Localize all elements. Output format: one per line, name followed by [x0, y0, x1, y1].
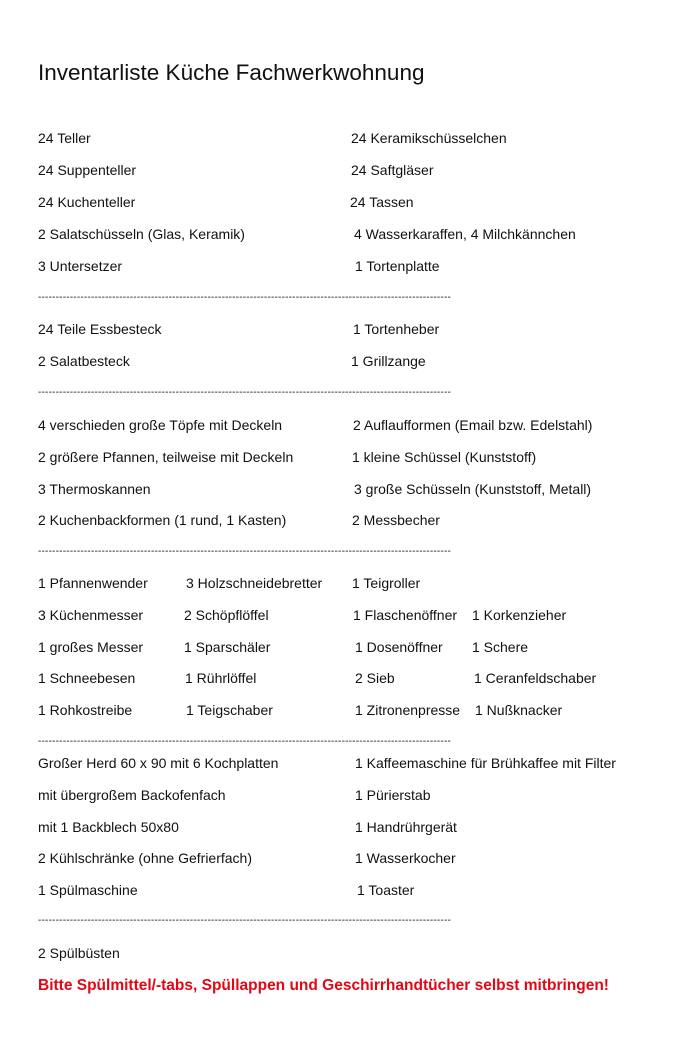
list-item: 1 Teigschaber	[186, 702, 273, 718]
list-item: 1 Sparschäler	[184, 639, 271, 655]
list-item: 1 Wasserkocher	[355, 850, 456, 866]
list-item: mit übergroßem Backofenfach	[38, 787, 226, 803]
section-divider: ---------------------------------------------------------------------------------------------------------------------	[38, 387, 452, 398]
list-item: 24 Teile Essbesteck	[38, 321, 162, 337]
list-item: 1 großes Messer	[38, 639, 144, 655]
list-item: 1 Schere	[472, 639, 529, 655]
list-item: 1 Spülmaschine	[38, 882, 138, 898]
list-item: 2 Auflaufformen (Email bzw. Edelstahl)	[353, 417, 593, 433]
list-item: 3 große Schüsseln (Kunststoff, Metall)	[354, 481, 592, 497]
list-item: 3 Untersetzer	[38, 258, 123, 274]
list-item: 1 Zitronenpresse	[355, 702, 461, 718]
list-item: 1 Schneebesen	[38, 670, 136, 686]
page-title: Inventarliste Küche Fachwerkwohnung	[38, 60, 425, 85]
list-item: 24 Teller	[38, 130, 91, 146]
list-item: 24 Kuchenteller	[38, 194, 136, 210]
list-item: 24 Saftgläser	[351, 162, 434, 178]
list-item: 1 kleine Schüssel (Kunststoff)	[352, 449, 537, 465]
list-item: 2 Kühlschränke (ohne Gefrierfach)	[38, 850, 252, 866]
section-divider: ---------------------------------------------------------------------------------------------------------------------	[38, 292, 452, 303]
list-item: 2 Spülbüsten	[38, 945, 120, 961]
section-divider: ---------------------------------------------------------------------------------------------------------------------	[38, 915, 452, 926]
list-item: 1 Kaffeemaschine für Brühkaffee mit Filter	[355, 755, 616, 771]
list-item: 1 Toaster	[357, 882, 415, 898]
list-item: 1 Korkenzieher	[472, 607, 567, 623]
section-divider: ---------------------------------------------------------------------------------------------------------------------	[38, 546, 452, 557]
list-item: 4 verschieden große Töpfe mit Deckeln	[38, 417, 283, 433]
list-item: 2 Messbecher	[352, 512, 440, 528]
list-item: 1 Ceranfeldschaber	[474, 670, 597, 686]
reminder-note: Bitte Spülmittel/-tabs, Spüllappen und Geschirrhandtücher selbst mitbringen!	[38, 977, 609, 994]
list-item: 3 Küchenmesser	[38, 607, 144, 623]
list-item: 2 Kuchenbackformen (1 rund, 1 Kasten)	[38, 512, 287, 528]
list-item: 1 Rührlöffel	[185, 670, 257, 686]
list-item: 24 Tassen	[350, 194, 414, 210]
list-item: 1 Nußknacker	[475, 702, 563, 718]
list-item: 2 Salatbesteck	[38, 353, 130, 369]
list-item: 1 Tortenplatte	[355, 258, 440, 274]
list-item: 3 Thermoskannen	[38, 481, 151, 497]
list-item: 2 Sieb	[355, 670, 395, 686]
list-item: 2 größere Pfannen, teilweise mit Deckeln	[38, 449, 294, 465]
list-item: 24 Keramikschüsselchen	[351, 130, 507, 146]
list-item: 1 Tortenheber	[353, 321, 440, 337]
list-item: 24 Suppenteller	[38, 162, 137, 178]
list-item: 1 Grillzange	[351, 353, 426, 369]
list-item: 1 Dosenöffner	[355, 639, 443, 655]
section-divider: ---------------------------------------------------------------------------------------------------------------------	[38, 736, 452, 747]
list-item: 1 Pürierstab	[355, 787, 431, 803]
list-item: 1 Handrührgerät	[355, 819, 457, 835]
list-item: mit 1 Backblech 50x80	[38, 819, 179, 835]
list-item: 4 Wasserkaraffen, 4 Milchkännchen	[354, 226, 576, 242]
list-item: 2 Schöpflöffel	[184, 607, 269, 623]
list-item: 2 Salatschüsseln (Glas, Keramik)	[38, 226, 245, 242]
list-item: 1 Flaschenöffner	[353, 607, 458, 623]
list-item: 1 Pfannenwender	[38, 575, 148, 591]
list-item: 1 Rohkostreibe	[38, 702, 133, 718]
list-item: 3 Holzschneidebretter	[186, 575, 323, 591]
list-item: 1 Teigroller	[352, 575, 421, 591]
list-item: Großer Herd 60 x 90 mit 6 Kochplatten	[38, 755, 279, 771]
